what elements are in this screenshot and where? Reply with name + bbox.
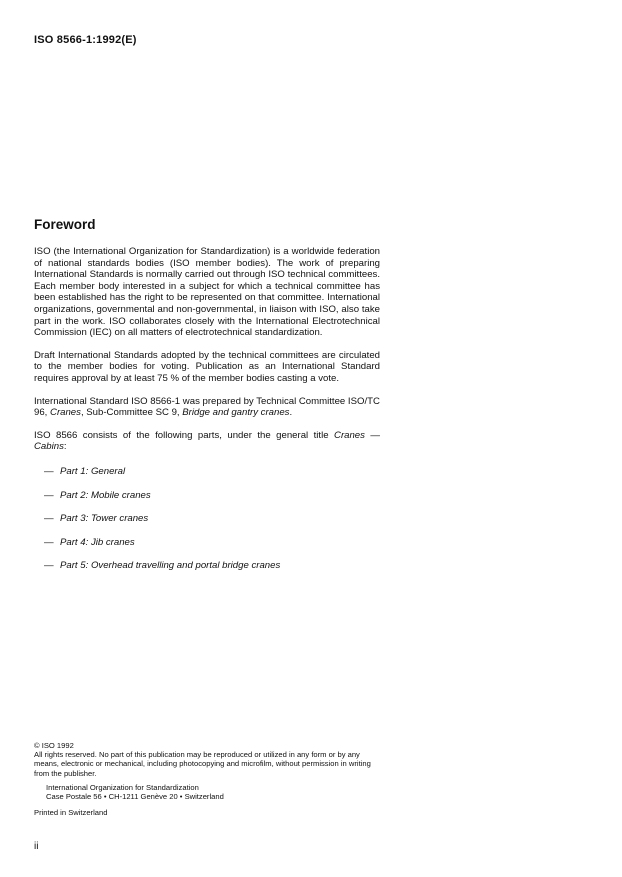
list-item [34,560,380,572]
list-dash: — [44,489,54,501]
list-item [34,537,380,549]
part-title: Jib cranes [90,536,135,548]
document-id: ISO 8566-1:1992(E) [34,34,137,46]
general-title: Cranes — Cabins [34,429,380,453]
paragraph-prepared-by [34,396,380,419]
list-dash: — [44,560,54,572]
paragraph-draft-standards: Draft International Standards adopted by the technical committees are circulated to the member bodies for voting. Publication as an International Standard requires approval by at least 75 % of the member bodies casting a vote. [34,349,380,384]
prepared-by-end: . [289,407,293,419]
paragraph-iso-intro: ISO (the International Organization for Standardization) is a worldwide federation of national standards bodies (ISO member bodies). The work of preparing International Standards is normally carried out through ISO technical committees. Each member body interested in a subject for which a technical committee has been established has the right to be represented on that committee. International organizations, governmental and non-governmental, in liaison with ISO, also take part in the work. ISO collaborates closely with the International Electrotechnical Commission (IEC) on all matters of electrotechnical standardization. [34,246,380,339]
part-title: Overhead travelling and portal bridge cranes [90,560,281,572]
part-sep: : [85,536,91,548]
publisher-org: International Organization for Standardization [46,782,199,792]
foreword-title: Foreword [34,217,96,232]
part-label: Part 3 [60,513,86,525]
committee-title: Cranes [50,407,81,419]
list-dash: — [44,513,54,525]
list-item [34,466,380,478]
part-label: Part 5 [60,560,86,572]
part-sep: : [85,465,91,477]
parts-intro-text: ISO 8566 consists of the following parts, under the general title [34,429,335,441]
list-item [34,490,380,502]
publisher-address: Case Postale 56 • CH-1211 Genève 20 • Switzerland [46,792,224,802]
printed-in: Printed in Switzerland [34,808,108,818]
rights-statement: All rights reserved. No part of this publication may be reproduced or utilized in any form or by any means, electronic or mechanical, including photocopying and microfilm, without permission in writing from the publisher. [34,750,371,778]
list-dash: — [44,465,54,477]
foreword-body [34,246,380,584]
list-dash: — [44,536,54,548]
page-number: ii [34,841,39,852]
part-label: Part 2 [60,489,86,501]
part-title: General [90,465,126,477]
paragraph-parts-intro [34,430,380,453]
part-label: Part 1 [60,465,86,477]
part-label: Part 4 [60,536,86,548]
part-title: Mobile cranes [90,489,151,501]
part-sep: : [85,560,91,572]
list-item [34,513,380,525]
copyright-block [34,741,384,817]
prepared-by-text: International Standard ISO 8566-1 was prepared by Technical Committee ISO/TC 96, [34,395,380,419]
prepared-by-mid: , Sub-Committee SC 9, [80,407,183,419]
parts-list [34,466,380,572]
part-sep: : [85,513,91,525]
copyright-line: © ISO 1992 [34,741,74,750]
part-title: Tower cranes [90,513,149,525]
subcommittee-title: Bridge and gantry cranes [182,407,290,419]
parts-intro-end: : [63,441,67,453]
part-sep: : [85,489,91,501]
